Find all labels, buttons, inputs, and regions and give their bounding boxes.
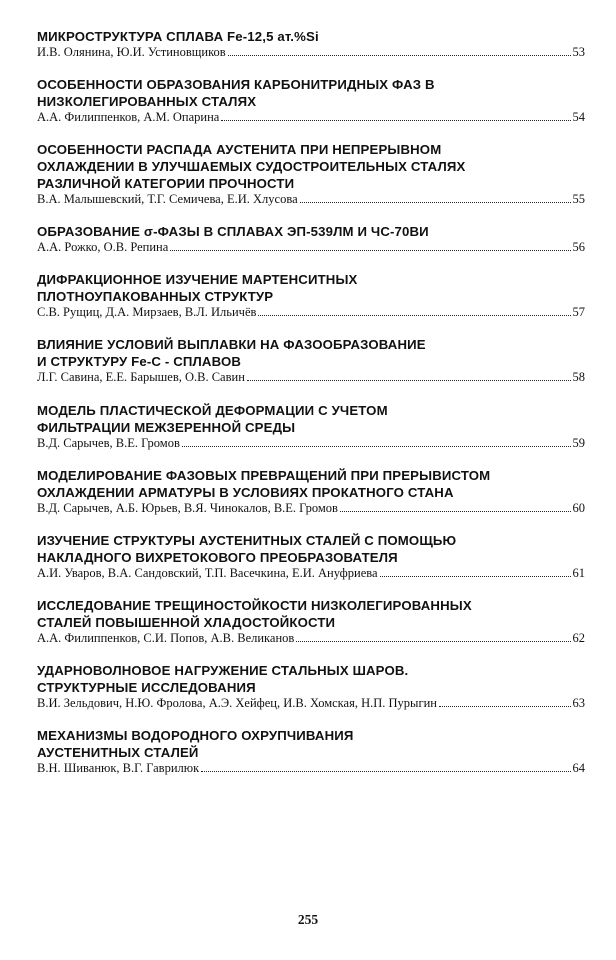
entry-page-number: 64 — [572, 761, 585, 776]
entry-line — [37, 566, 585, 582]
entry-line — [37, 761, 585, 777]
toc-entry — [37, 28, 585, 61]
dot-leader — [228, 55, 571, 56]
entry-page-number: 62 — [572, 630, 585, 645]
entry-line — [37, 192, 585, 208]
entry-authors: В.Д. Сарычев, В.Е. Громов — [37, 435, 180, 450]
toc-entry — [37, 336, 585, 386]
dot-leader — [182, 446, 571, 447]
entry-page-number: 53 — [572, 45, 585, 59]
entry-line — [37, 696, 585, 712]
dot-leader — [221, 120, 570, 121]
entry-title: ИССЛЕДОВАНИЕ ТРЕЩИНОСТОЙКОСТИ НИЗКОЛЕГИРОВАННЫХ СТАЛЕЙ ПОВЫШЕННОЙ ХЛАДОСТОЙКОСТИ — [37, 597, 472, 630]
entry-title: МОДЕЛЬ ПЛАСТИЧЕСКОЙ ДЕФОРМАЦИИ С УЧЕТОМ ФИЛЬТРАЦИИ МЕЖЗЕРЕННОЙ СРЕДЫ — [37, 402, 388, 435]
entry-page-number: 57 — [572, 305, 585, 320]
entry-authors: Л.Г. Савина, Е.Е. Барышев, О.В. Савин — [37, 370, 245, 385]
entry-authors: А.А. Филиппенков, А.М. Опарина — [37, 110, 220, 125]
entry-page-number: 55 — [572, 192, 585, 207]
entry-authors: В.И. Зельдович, Н.Ю. Фролова, А.Э. Хейфец, И.В. Хомская, Н.П. Пурыгин — [37, 695, 437, 710]
toc-entry — [37, 141, 585, 208]
entry-title: МОДЕЛИРОВАНИЕ ФАЗОВЫХ ПРЕВРАЩЕНИЙ ПРИ ПРЕРЫВИСТОМ ОХЛАЖДЕНИИ АРМАТУРЫ В УСЛОВИЯХ ПРОКАТНОГО СТАНА — [37, 467, 491, 500]
toc-entry — [37, 727, 585, 777]
entry-title: ИЗУЧЕНИЕ СТРУКТУРЫ АУСТЕНИТНЫХ СТАЛЕЙ С ПОМОЩЬЮ НАКЛАДНОГО ВИХРЕТОКОВОГО ПРЕОБРАЗОВАТЕЛЯ — [37, 532, 457, 565]
dot-leader — [296, 641, 570, 642]
entry-page-number: 63 — [572, 695, 585, 710]
entry-line — [37, 110, 585, 126]
entry-line — [37, 45, 585, 61]
entry-title: МЕХАНИЗМЫ ВОДОРОДНОГО ОХРУПЧИВАНИЯ АУСТЕНИТНЫХ СТАЛЕЙ — [37, 728, 354, 761]
entry-authors: А.И. Уваров, В.А. Сандовский, Т.П. Васечкина, Е.И. Ануфриева — [37, 565, 378, 580]
entry-line — [37, 240, 585, 256]
entry-authors: А.А. Филиппенков, С.И. Попов, А.В. Великанов — [37, 630, 295, 645]
entry-authors: А.А. Рожко, О.В. Репина — [37, 240, 169, 255]
entry-page-number: 61 — [572, 565, 585, 580]
entry-authors: И.В. Олянина, Ю.И. Устиновщиков — [37, 45, 226, 59]
entry-line — [37, 631, 585, 647]
entry-line — [37, 370, 585, 386]
entry-line — [37, 305, 585, 321]
entry-title: ОСОБЕННОСТИ РАСПАДА АУСТЕНИТА ПРИ НЕПРЕРЫВНОМ ОХЛАЖДЕНИИ В УЛУЧШАЕМЫХ СУДОСТРОИТЕЛЬНЫХ СТАЛЯХ РАЗЛИЧНОЙ КАТЕГОРИИ ПРОЧНОСТИ — [37, 142, 466, 192]
dot-leader — [300, 202, 571, 203]
entry-page-number: 58 — [572, 370, 585, 385]
dot-leader — [201, 771, 570, 772]
entry-page-number: 59 — [572, 435, 585, 450]
entry-title: ДИФРАКЦИОННОЕ ИЗУЧЕНИЕ МАРТЕНСИТНЫХ ПЛОТНОУПАКОВАННЫХ СТРУКТУР — [37, 272, 358, 305]
entry-page-number: 56 — [572, 240, 585, 255]
entry-line — [37, 501, 585, 517]
entry-title: МИКРОСТРУКТУРА СПЛАВА Fe-12,5 ат.%Si — [37, 29, 319, 44]
entry-page-number: 60 — [572, 500, 585, 515]
dot-leader — [380, 576, 571, 577]
entry-authors: С.В. Рущиц, Д.А. Мирзаев, В.Л. Ильичёв — [37, 305, 257, 320]
entry-title: УДАРНОВОЛНОВОЕ НАГРУЖЕНИЕ СТАЛЬНЫХ ШАРОВ. СТРУКТУРНЫЕ ИССЛЕДОВАНИЯ — [37, 662, 409, 695]
dot-leader — [439, 706, 571, 707]
toc-entry — [37, 662, 585, 712]
dot-leader — [340, 511, 571, 512]
toc-entry — [37, 271, 585, 321]
entry-line — [37, 436, 585, 452]
entry-authors: В.Д. Сарычев, А.Б. Юрьев, В.Я. Чинокалов, В.Е. Громов — [37, 500, 338, 515]
toc-entry — [37, 223, 585, 256]
entry-authors: В.Н. Шиванюк, В.Г. Гаврилюк — [37, 761, 200, 776]
page-number: 255 — [297, 912, 319, 927]
table-of-contents — [37, 28, 585, 792]
toc-entry — [37, 467, 585, 517]
dot-leader — [247, 380, 571, 381]
entry-title: ОСОБЕННОСТИ ОБРАЗОВАНИЯ КАРБОНИТРИДНЫХ ФАЗ В НИЗКОЛЕГИРОВАННЫХ СТАЛЯХ — [37, 77, 435, 110]
entry-title: ВЛИЯНИЕ УСЛОВИЙ ВЫПЛАВКИ НА ФАЗООБРАЗОВАНИЕ И СТРУКТУРУ Fe-C - СПЛАВОВ — [37, 337, 426, 370]
entry-title: ОБРАЗОВАНИЕ σ-ФАЗЫ В СПЛАВАХ ЭП-539ЛМ И ЧС-70ВИ — [37, 224, 429, 240]
entry-authors: В.А. Малышевский, Т.Г. Семичева, Е.И. Хлусова — [37, 192, 298, 207]
dot-leader — [258, 315, 570, 316]
toc-entry — [37, 402, 585, 452]
dot-leader — [170, 250, 570, 251]
toc-entry — [37, 532, 585, 582]
toc-entry — [37, 76, 585, 126]
entry-page-number: 54 — [572, 110, 585, 125]
toc-entry — [37, 597, 585, 647]
